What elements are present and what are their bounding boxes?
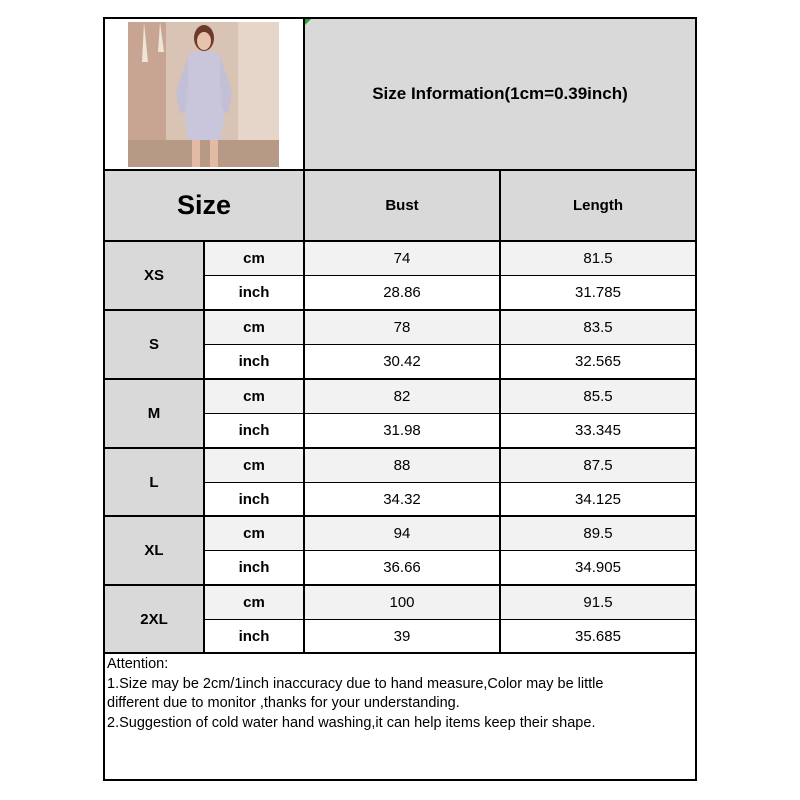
size-cell-2xl [104,585,204,653]
length-value: 81.5 [583,249,613,267]
grid-line [103,652,697,654]
unit-cell [204,275,304,310]
length-value-cell [500,379,696,413]
unit-cell [204,448,304,482]
bust-value-cell [304,310,500,344]
length-value-cell [500,310,696,344]
unit-label: inch [238,422,270,439]
bust-value-cell [304,585,500,619]
bust-value-cell [304,619,500,653]
bust-header [304,170,500,241]
unit-label: inch [238,284,270,301]
grid-line [203,344,697,345]
bust-value: 34.32 [383,490,421,508]
grid-line [103,779,697,781]
unit-cell [204,344,304,379]
grid-line [103,17,105,781]
unit-label: inch [238,559,270,576]
bust-value: 74 [393,249,411,267]
unit-cell [204,310,304,344]
unit-label: cm [243,387,265,405]
bust-value: 88 [393,456,411,474]
bust-value-cell [304,241,500,275]
notes-line: 2.Suggestion of cold water hand washing,it can help items keep their shape. [107,714,596,731]
unit-cell [204,619,304,653]
bust-value-cell [304,275,500,310]
unit-cell [204,516,304,550]
bust-value: 100 [389,593,415,611]
length-value: 34.905 [575,559,621,576]
grid-line [103,584,697,586]
grid-line [695,17,697,781]
bust-value: 82 [393,387,411,405]
length-value: 91.5 [583,593,613,611]
page-title: Size Information(1cm=0.39inch) [372,84,628,103]
unit-cell [204,550,304,585]
unit-cell [204,379,304,413]
length-value-cell [500,482,696,516]
length-value: 35.685 [575,627,621,645]
length-value-cell [500,585,696,619]
unit-label: cm [243,456,265,474]
grid-line [203,275,697,276]
grid-line [103,240,697,242]
length-value-cell [500,448,696,482]
notes-line: Attention: [107,656,169,672]
unit-label: inch [238,353,270,370]
bust-value: 78 [393,318,411,336]
size-name: M [147,405,161,422]
bust-value-cell [304,448,500,482]
grid-line [203,482,697,483]
notes-line: different due to monitor ,thanks for your understanding. [107,695,460,711]
bust-column-label: Bust [385,197,419,214]
size-name: 2XL [140,610,168,628]
grid-line [203,550,697,551]
length-value-cell [500,413,696,448]
length-value: 89.5 [583,524,613,542]
notes-line: 1.Size may be 2cm/1inch inaccuracy due to hand measure,Color may be little [107,675,604,692]
length-value-cell [500,344,696,379]
grid-line [103,515,697,517]
product-photo [128,22,279,167]
bust-value: 39 [393,627,411,645]
length-value: 34.125 [575,490,621,508]
bust-value-cell [304,550,500,585]
unit-label: cm [243,318,265,336]
unit-label: cm [243,524,265,542]
grid-line [303,17,305,654]
grid-line [103,17,697,19]
bust-value: 36.66 [383,559,421,576]
unit-cell [204,413,304,448]
grid-line [203,413,697,414]
grid-line [103,447,697,449]
unit-cell [204,241,304,275]
dress-photo-illustration [128,22,279,167]
unit-cell [204,482,304,516]
bust-value-cell [304,413,500,448]
size-name: L [149,473,159,491]
page-title-cell [304,18,696,170]
bust-value-cell [304,344,500,379]
bust-value-cell [304,482,500,516]
length-value: 33.345 [575,422,621,439]
corner-mark-icon [305,19,311,25]
length-value: 32.565 [575,353,621,370]
bust-value: 28.86 [383,284,421,301]
size-cell-l [104,448,204,516]
size-name: XL [144,542,164,559]
length-value-cell [500,619,696,653]
grid-line [103,309,697,311]
unit-label: inch [238,627,270,645]
length-header [500,170,696,241]
grid-line [203,240,205,654]
length-value: 83.5 [583,318,613,336]
length-value: 31.785 [575,284,621,301]
length-value-cell [500,516,696,550]
size-label: Size [176,190,232,220]
bust-value: 31.98 [383,422,421,439]
size-header [104,170,304,241]
attention-notes [107,655,693,733]
unit-label: cm [243,593,265,611]
length-value: 85.5 [583,387,613,405]
size-name: S [148,336,159,353]
bust-value-cell [304,516,500,550]
length-value-cell [500,550,696,585]
size-cell-xs [104,241,204,310]
length-value-cell [500,241,696,275]
size-cell-xl [104,516,204,585]
length-column-label: Length [573,197,623,214]
unit-cell [204,585,304,619]
size-cell-m [104,379,204,448]
length-value-cell [500,275,696,310]
bust-value: 94 [393,524,411,542]
grid-line [203,619,697,620]
grid-line [499,169,501,654]
size-name: XS [143,267,164,284]
grid-line [103,169,697,171]
grid-line [103,378,697,380]
unit-label: inch [238,490,270,508]
size-cell-s [104,310,204,379]
bust-value-cell [304,379,500,413]
length-value: 87.5 [583,456,613,474]
unit-label: cm [243,249,265,267]
bust-value: 30.42 [383,353,421,370]
